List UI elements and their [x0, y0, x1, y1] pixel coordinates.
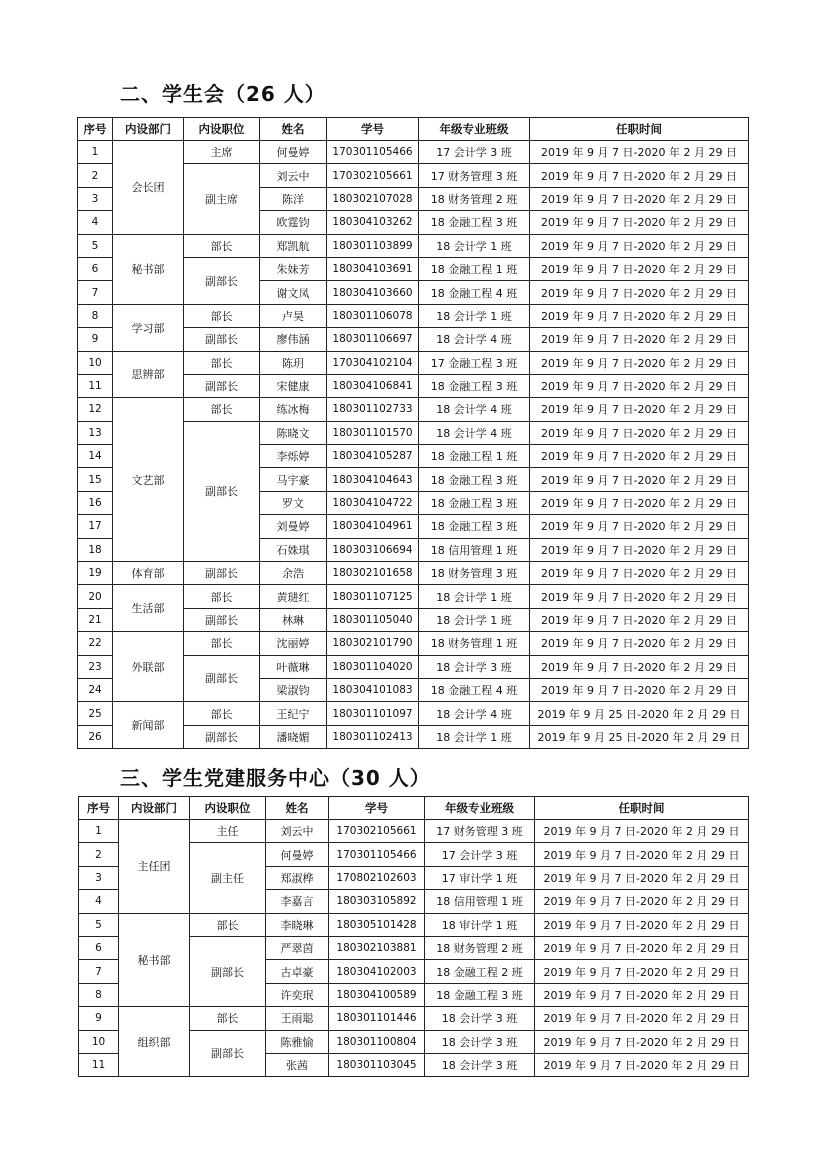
cell-student-id: 180301102413 — [327, 725, 419, 748]
section-title-student-union: 二、学生会（26 人） — [120, 82, 326, 106]
header-department: 内设部门 — [119, 797, 190, 820]
cell-class: 18 审计学 1 班 — [425, 913, 535, 936]
cell-no: 8 — [79, 983, 119, 1006]
cell-department: 主任团 — [119, 820, 190, 914]
cell-position: 部长 — [184, 234, 260, 257]
cell-term: 2019 年 9 月 7 日-2020 年 2 月 29 日 — [530, 445, 749, 468]
header-term: 任职时间 — [530, 118, 749, 141]
cell-class: 18 金融工程 1 班 — [419, 257, 530, 280]
cell-student-id: 180301102733 — [327, 398, 419, 421]
cell-no: 9 — [79, 1007, 119, 1030]
cell-position: 副部长 — [190, 936, 266, 1006]
cell-term: 2019 年 9 月 7 日-2020 年 2 月 29 日 — [530, 374, 749, 397]
cell-class: 17 会计学 3 班 — [419, 141, 530, 164]
cell-class: 18 会计学 4 班 — [419, 328, 530, 351]
cell-class: 17 会计学 3 班 — [425, 843, 535, 866]
cell-term: 2019 年 9 月 7 日-2020 年 2 月 29 日 — [530, 655, 749, 678]
cell-class: 18 会计学 4 班 — [419, 421, 530, 444]
cell-student-id: 180303106694 — [327, 538, 419, 561]
cell-class: 18 会计学 1 班 — [419, 234, 530, 257]
cell-term: 2019 年 9 月 7 日-2020 年 2 月 29 日 — [530, 257, 749, 280]
cell-class: 18 财务管理 2 班 — [419, 187, 530, 210]
section-title-party-service-center: 三、学生党建服务中心（30 人） — [120, 766, 431, 790]
cell-no: 8 — [78, 304, 113, 327]
cell-term: 2019 年 9 月 7 日-2020 年 2 月 29 日 — [530, 421, 749, 444]
table-row — [78, 304, 749, 327]
cell-class: 17 审计学 1 班 — [425, 866, 535, 889]
cell-student-id: 180304106841 — [327, 374, 419, 397]
cell-no: 4 — [79, 890, 119, 913]
cell-student-id: 180302101790 — [327, 632, 419, 655]
cell-position: 部长 — [184, 702, 260, 725]
cell-term: 2019 年 9 月 7 日-2020 年 2 月 29 日 — [535, 936, 749, 959]
cell-no: 21 — [78, 608, 113, 631]
cell-term: 2019 年 9 月 7 日-2020 年 2 月 29 日 — [530, 211, 749, 234]
cell-class: 18 金融工程 3 班 — [425, 983, 535, 1006]
header-class: 年级专业班级 — [425, 797, 535, 820]
cell-class: 18 会计学 3 班 — [425, 1030, 535, 1053]
cell-term: 2019 年 9 月 7 日-2020 年 2 月 29 日 — [530, 632, 749, 655]
cell-name: 郑淑桦 — [266, 866, 329, 889]
cell-student-id: 180301105040 — [327, 608, 419, 631]
cell-position: 副部长 — [184, 608, 260, 631]
cell-position: 副部长 — [184, 421, 260, 561]
cell-department: 学习部 — [113, 304, 184, 351]
cell-name: 古卓豪 — [266, 960, 329, 983]
cell-name: 廖伟涵 — [260, 328, 327, 351]
cell-no: 23 — [78, 655, 113, 678]
cell-no: 7 — [79, 960, 119, 983]
cell-name: 李嘉言 — [266, 890, 329, 913]
cell-class: 18 金融工程 4 班 — [419, 281, 530, 304]
cell-no: 13 — [78, 421, 113, 444]
header-name: 姓名 — [266, 797, 329, 820]
cell-name: 宋健康 — [260, 374, 327, 397]
cell-term: 2019 年 9 月 7 日-2020 年 2 月 29 日 — [530, 187, 749, 210]
cell-name: 陈晓文 — [260, 421, 327, 444]
cell-name: 卢昊 — [260, 304, 327, 327]
cell-term: 2019 年 9 月 7 日-2020 年 2 月 29 日 — [530, 234, 749, 257]
cell-no: 17 — [78, 515, 113, 538]
cell-position: 副主席 — [184, 164, 260, 234]
cell-name: 谢文凤 — [260, 281, 327, 304]
cell-department: 新闻部 — [113, 702, 184, 749]
cell-name: 陈玥 — [260, 351, 327, 374]
cell-student-id: 180301107125 — [327, 585, 419, 608]
student-union-table — [77, 117, 749, 749]
cell-no: 2 — [78, 164, 113, 187]
table-row — [78, 585, 749, 608]
cell-department: 会长团 — [113, 141, 184, 235]
cell-name: 叶薇琳 — [260, 655, 327, 678]
cell-term: 2019 年 9 月 7 日-2020 年 2 月 29 日 — [530, 491, 749, 514]
cell-name: 黄琎红 — [260, 585, 327, 608]
cell-class: 18 财务管理 2 班 — [425, 936, 535, 959]
cell-position: 部长 — [190, 913, 266, 936]
cell-position: 副部长 — [184, 328, 260, 351]
cell-class: 18 信用管理 1 班 — [419, 538, 530, 561]
cell-no: 19 — [78, 562, 113, 585]
cell-class: 18 金融工程 3 班 — [419, 211, 530, 234]
cell-term: 2019 年 9 月 7 日-2020 年 2 月 29 日 — [530, 328, 749, 351]
cell-department: 外联部 — [113, 632, 184, 702]
cell-student-id: 180301103045 — [329, 1053, 425, 1076]
table-header-row — [79, 797, 749, 820]
cell-no: 10 — [78, 351, 113, 374]
cell-student-id: 180304103691 — [327, 257, 419, 280]
cell-term: 2019 年 9 月 7 日-2020 年 2 月 29 日 — [530, 304, 749, 327]
cell-position: 部长 — [184, 585, 260, 608]
cell-term: 2019 年 9 月 7 日-2020 年 2 月 29 日 — [535, 960, 749, 983]
cell-name: 潘晓媚 — [260, 725, 327, 748]
cell-term: 2019 年 9 月 7 日-2020 年 2 月 29 日 — [530, 141, 749, 164]
cell-position: 副部长 — [184, 725, 260, 748]
cell-no: 10 — [79, 1030, 119, 1053]
table-row — [78, 351, 749, 374]
cell-no: 20 — [78, 585, 113, 608]
cell-student-id: 180303105892 — [329, 890, 425, 913]
cell-no: 22 — [78, 632, 113, 655]
cell-name: 王纪宁 — [260, 702, 327, 725]
cell-term: 2019 年 9 月 7 日-2020 年 2 月 29 日 — [530, 351, 749, 374]
cell-no: 3 — [79, 866, 119, 889]
cell-no: 9 — [78, 328, 113, 351]
cell-term: 2019 年 9 月 7 日-2020 年 2 月 29 日 — [535, 1053, 749, 1076]
cell-student-id: 180304100589 — [329, 983, 425, 1006]
cell-name: 练冰梅 — [260, 398, 327, 421]
cell-term: 2019 年 9 月 7 日-2020 年 2 月 29 日 — [530, 562, 749, 585]
cell-no: 26 — [78, 725, 113, 748]
header-position: 内设职位 — [184, 118, 260, 141]
cell-name: 陈雅愉 — [266, 1030, 329, 1053]
header-student-id: 学号 — [329, 797, 425, 820]
cell-name: 罗文 — [260, 491, 327, 514]
header-position: 内设职位 — [190, 797, 266, 820]
cell-name: 刘云中 — [266, 820, 329, 843]
cell-position: 主席 — [184, 141, 260, 164]
cell-class: 18 会计学 4 班 — [419, 398, 530, 421]
cell-term: 2019 年 9 月 25 日-2020 年 2 月 29 日 — [530, 725, 749, 748]
cell-student-id: 180301103899 — [327, 234, 419, 257]
cell-name: 刘曼婷 — [260, 515, 327, 538]
cell-class: 18 信用管理 1 班 — [425, 890, 535, 913]
cell-no: 2 — [79, 843, 119, 866]
cell-no: 4 — [78, 211, 113, 234]
cell-class: 18 金融工程 3 班 — [419, 374, 530, 397]
cell-department: 生活部 — [113, 585, 184, 632]
cell-term: 2019 年 9 月 7 日-2020 年 2 月 29 日 — [535, 1030, 749, 1053]
cell-class: 18 会计学 3 班 — [419, 655, 530, 678]
table-row — [79, 913, 749, 936]
cell-name: 郑凯航 — [260, 234, 327, 257]
cell-student-id: 180304102003 — [329, 960, 425, 983]
cell-name: 马宇豪 — [260, 468, 327, 491]
cell-department: 组织部 — [119, 1007, 190, 1077]
cell-term: 2019 年 9 月 7 日-2020 年 2 月 29 日 — [530, 538, 749, 561]
cell-student-id: 180301101570 — [327, 421, 419, 444]
cell-student-id: 180302101658 — [327, 562, 419, 585]
cell-term: 2019 年 9 月 7 日-2020 年 2 月 29 日 — [535, 866, 749, 889]
cell-name: 何曼婷 — [266, 843, 329, 866]
cell-term: 2019 年 9 月 7 日-2020 年 2 月 29 日 — [530, 608, 749, 631]
cell-no: 14 — [78, 445, 113, 468]
cell-name: 朱妹芳 — [260, 257, 327, 280]
cell-student-id: 180301101446 — [329, 1007, 425, 1030]
cell-name: 何曼婷 — [260, 141, 327, 164]
cell-class: 18 金融工程 1 班 — [419, 445, 530, 468]
table-row — [78, 398, 749, 421]
cell-student-id: 180304105287 — [327, 445, 419, 468]
cell-name: 严翠茵 — [266, 936, 329, 959]
cell-position: 部长 — [184, 632, 260, 655]
cell-term: 2019 年 9 月 7 日-2020 年 2 月 29 日 — [530, 585, 749, 608]
cell-student-id: 180304104722 — [327, 491, 419, 514]
cell-term: 2019 年 9 月 7 日-2020 年 2 月 29 日 — [530, 398, 749, 421]
cell-student-id: 180304103262 — [327, 211, 419, 234]
cell-class: 17 金融工程 3 班 — [419, 351, 530, 374]
cell-student-id: 180301104020 — [327, 655, 419, 678]
cell-class: 18 会计学 1 班 — [419, 725, 530, 748]
cell-no: 6 — [78, 257, 113, 280]
cell-position: 副部长 — [184, 562, 260, 585]
cell-term: 2019 年 9 月 7 日-2020 年 2 月 29 日 — [530, 468, 749, 491]
table-row — [78, 702, 749, 725]
cell-no: 3 — [78, 187, 113, 210]
cell-position: 部长 — [184, 398, 260, 421]
cell-term: 2019 年 9 月 7 日-2020 年 2 月 29 日 — [535, 843, 749, 866]
table-row — [78, 141, 749, 164]
header-no: 序号 — [79, 797, 119, 820]
cell-position: 副部长 — [184, 257, 260, 304]
cell-no: 12 — [78, 398, 113, 421]
cell-position: 部长 — [184, 351, 260, 374]
cell-class: 18 金融工程 3 班 — [419, 468, 530, 491]
cell-term: 2019 年 9 月 7 日-2020 年 2 月 29 日 — [535, 890, 749, 913]
cell-student-id: 180305101428 — [329, 913, 425, 936]
party-service-center-table — [78, 796, 749, 1077]
cell-class: 18 金融工程 2 班 — [425, 960, 535, 983]
cell-no: 1 — [79, 820, 119, 843]
table-row — [78, 632, 749, 655]
header-student-id: 学号 — [327, 118, 419, 141]
cell-student-id: 180304104961 — [327, 515, 419, 538]
table-row — [79, 1007, 749, 1030]
cell-student-id: 180304101083 — [327, 678, 419, 701]
cell-name: 陈洋 — [260, 187, 327, 210]
cell-no: 6 — [79, 936, 119, 959]
cell-class: 18 金融工程 4 班 — [419, 678, 530, 701]
cell-name: 石姝琪 — [260, 538, 327, 561]
cell-class: 18 会计学 1 班 — [419, 608, 530, 631]
cell-class: 17 财务管理 3 班 — [419, 164, 530, 187]
cell-no: 5 — [79, 913, 119, 936]
cell-student-id: 170302105661 — [327, 164, 419, 187]
cell-name: 刘云中 — [260, 164, 327, 187]
cell-department: 秘书部 — [113, 234, 184, 304]
cell-name: 张茜 — [266, 1053, 329, 1076]
cell-term: 2019 年 9 月 7 日-2020 年 2 月 29 日 — [530, 164, 749, 187]
cell-name: 沈丽婷 — [260, 632, 327, 655]
cell-student-id: 180301106078 — [327, 304, 419, 327]
cell-name: 余浩 — [260, 562, 327, 585]
cell-department: 体育部 — [113, 562, 184, 585]
cell-position: 副部长 — [184, 374, 260, 397]
cell-name: 林琳 — [260, 608, 327, 631]
table-row — [78, 234, 749, 257]
cell-student-id: 170301105466 — [329, 843, 425, 866]
cell-term: 2019 年 9 月 7 日-2020 年 2 月 29 日 — [530, 515, 749, 538]
cell-position: 副部长 — [190, 1030, 266, 1077]
cell-class: 18 财务管理 1 班 — [419, 632, 530, 655]
cell-class: 17 财务管理 3 班 — [425, 820, 535, 843]
cell-class: 18 会计学 1 班 — [419, 304, 530, 327]
cell-student-id: 180301101097 — [327, 702, 419, 725]
cell-class: 18 会计学 1 班 — [419, 585, 530, 608]
cell-position: 部长 — [184, 304, 260, 327]
cell-no: 18 — [78, 538, 113, 561]
cell-student-id: 170301105466 — [327, 141, 419, 164]
cell-no: 11 — [78, 374, 113, 397]
cell-term: 2019 年 9 月 25 日-2020 年 2 月 29 日 — [530, 702, 749, 725]
cell-term: 2019 年 9 月 7 日-2020 年 2 月 29 日 — [530, 678, 749, 701]
header-no: 序号 — [78, 118, 113, 141]
cell-class: 18 会计学 3 班 — [425, 1053, 535, 1076]
table-row — [79, 820, 749, 843]
cell-name: 王雨聪 — [266, 1007, 329, 1030]
cell-student-id: 180302103881 — [329, 936, 425, 959]
cell-student-id: 180301106697 — [327, 328, 419, 351]
cell-term: 2019 年 9 月 7 日-2020 年 2 月 29 日 — [530, 281, 749, 304]
cell-term: 2019 年 9 月 7 日-2020 年 2 月 29 日 — [535, 913, 749, 936]
cell-term: 2019 年 9 月 7 日-2020 年 2 月 29 日 — [535, 983, 749, 1006]
cell-student-id: 180304104643 — [327, 468, 419, 491]
cell-no: 15 — [78, 468, 113, 491]
cell-student-id: 170304102104 — [327, 351, 419, 374]
cell-position: 主任 — [190, 820, 266, 843]
cell-name: 梁淑钧 — [260, 678, 327, 701]
cell-no: 11 — [79, 1053, 119, 1076]
cell-no: 25 — [78, 702, 113, 725]
header-name: 姓名 — [260, 118, 327, 141]
cell-no: 7 — [78, 281, 113, 304]
cell-name: 李晓琳 — [266, 913, 329, 936]
cell-no: 16 — [78, 491, 113, 514]
table-header-row — [78, 118, 749, 141]
cell-no: 24 — [78, 678, 113, 701]
cell-no: 5 — [78, 234, 113, 257]
cell-class: 18 会计学 3 班 — [425, 1007, 535, 1030]
cell-student-id: 180304103660 — [327, 281, 419, 304]
cell-student-id: 180301100804 — [329, 1030, 425, 1053]
cell-name: 许奕珉 — [266, 983, 329, 1006]
cell-student-id: 180302107028 — [327, 187, 419, 210]
header-term: 任职时间 — [535, 797, 749, 820]
cell-department: 文艺部 — [113, 398, 184, 562]
cell-class: 18 会计学 4 班 — [419, 702, 530, 725]
cell-no: 1 — [78, 141, 113, 164]
cell-student-id: 170802102603 — [329, 866, 425, 889]
cell-name: 李烁婷 — [260, 445, 327, 468]
cell-class: 18 金融工程 3 班 — [419, 515, 530, 538]
cell-term: 2019 年 9 月 7 日-2020 年 2 月 29 日 — [535, 820, 749, 843]
header-department: 内设部门 — [113, 118, 184, 141]
cell-class: 18 金融工程 3 班 — [419, 491, 530, 514]
table-row — [78, 562, 749, 585]
cell-position: 部长 — [190, 1007, 266, 1030]
cell-student-id: 170302105661 — [329, 820, 425, 843]
cell-name: 欧霆钧 — [260, 211, 327, 234]
header-class: 年级专业班级 — [419, 118, 530, 141]
cell-position: 副主任 — [190, 843, 266, 913]
cell-department: 思辨部 — [113, 351, 184, 398]
cell-term: 2019 年 9 月 7 日-2020 年 2 月 29 日 — [535, 1007, 749, 1030]
cell-class: 18 财务管理 3 班 — [419, 562, 530, 585]
cell-position: 副部长 — [184, 655, 260, 702]
cell-department: 秘书部 — [119, 913, 190, 1007]
